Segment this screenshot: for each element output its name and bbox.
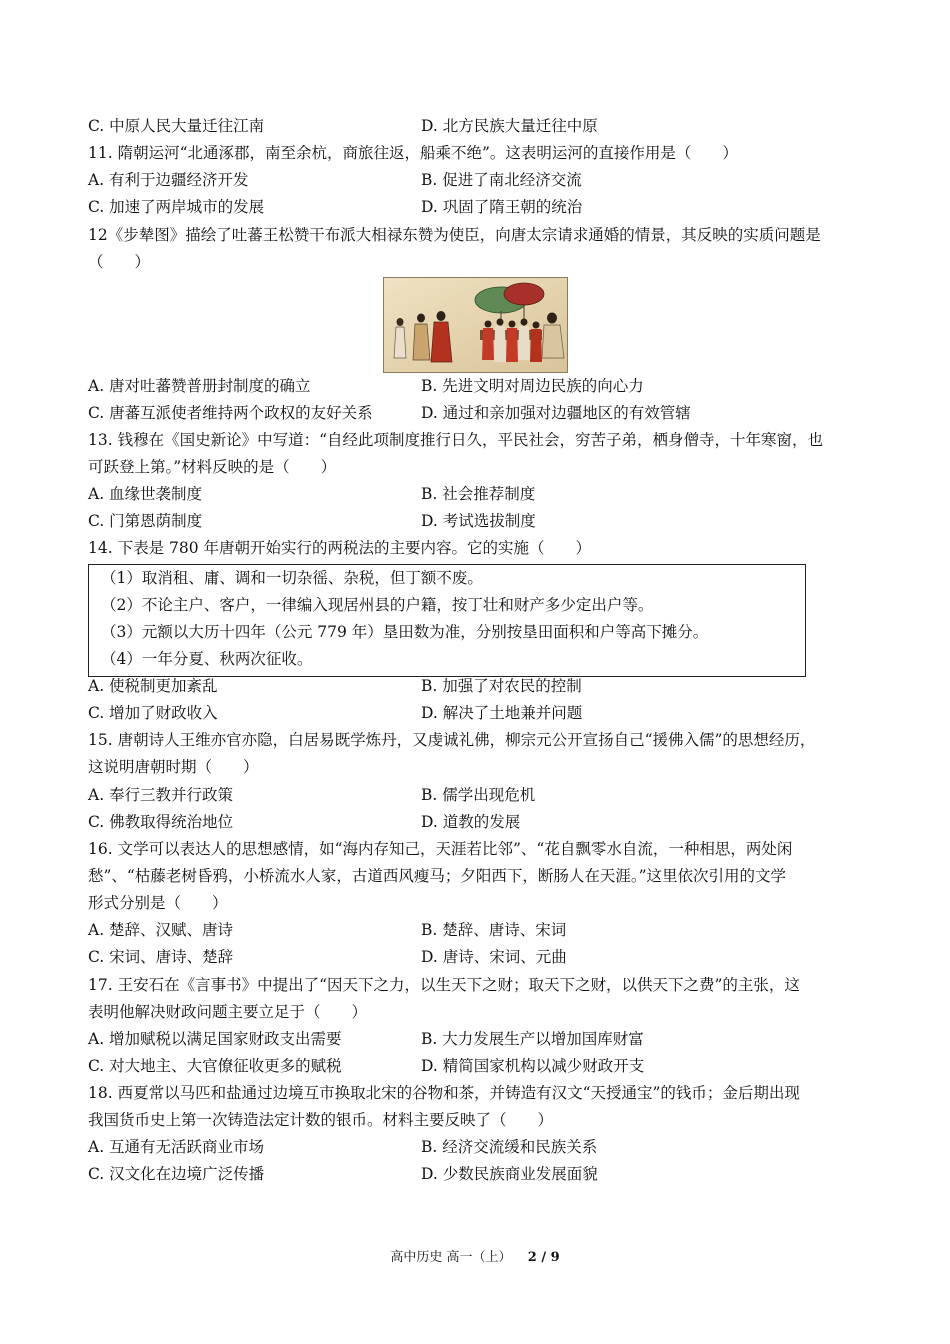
q13-option-d: D. 考试选拔制度: [421, 512, 536, 530]
q13-stem-line1: 13. 钱穆在《国史新论》中写道：“自经此项制度推行日久，平民社会，穷苦子弟，栖身僧寺，十年寒窗，也: [88, 431, 824, 449]
q12-stem-line2: （ ）: [88, 253, 151, 271]
q18-option-c: C. 汉文化在边境广泛传播: [88, 1165, 265, 1183]
q11-option-a: A. 有利于边疆经济开发: [88, 171, 249, 189]
q14-option-d: D. 解决了土地兼并问题: [421, 704, 583, 722]
q14-option-a: A. 使税制更加紊乱: [88, 677, 218, 695]
q14-box-item-2: （2）不论主户、客户，一律编入现居州县的户籍，按丁壮和财产多少定出户等。: [101, 596, 654, 614]
q11-option-b: B. 促进了南北经济交流: [421, 171, 582, 189]
q11-stem: 11. 隋朝运河“北通涿郡，南至余杭，商旅往返，船乘不绝”。这表明运河的直接作用是（ ）: [88, 144, 738, 162]
q14-box-item-4: （4）一年分夏、秋两次征收。: [101, 650, 313, 668]
q16-option-b: B. 楚辞、唐诗、宋词: [421, 921, 567, 939]
q13-option-b: B. 社会推荐制度: [421, 485, 536, 503]
q14-option-b: B. 加强了对农民的控制: [421, 677, 582, 695]
page-footer: [0, 1246, 950, 1265]
q15-option-b: B. 儒学出现危机: [421, 786, 536, 804]
q12-option-b: B. 先进文明对周边民族的向心力: [421, 377, 644, 395]
q13-stem-line2: 可跃登上第。”材料反映的是（ ）: [88, 458, 337, 476]
q16-stem-line3: 形式分别是（ ）: [88, 894, 228, 912]
q10-option-c: C. 中原人民大量迁往江南: [88, 117, 265, 135]
q18-option-a: A. 互通有无活跃商业市场: [88, 1138, 265, 1156]
q12-stem-line1: 12《步辇图》描绘了吐蕃王松赞干布派大相禄东赞为使臣，向唐太宗请求通婚的情景，其反映的实质问题是: [88, 226, 821, 244]
q18-option-d: D. 少数民族商业发展面貌: [421, 1165, 598, 1183]
q18-stem-line1: 18. 西夏常以马匹和盐通过边境互市换取北宋的谷物和茶，并铸造有汉文“天授通宝”的钱币；金后期出现: [88, 1084, 800, 1102]
q17-stem-line2: 表明他解决财政问题主要立足于（ ）: [88, 1003, 368, 1021]
q17-option-b: B. 大力发展生产以增加国库财富: [421, 1030, 644, 1048]
q14-box-item-1: （1）取消租、庸、调和一切杂徭、杂税，但丁额不废。: [101, 569, 483, 587]
q13-option-a: A. 血缘世袭制度: [88, 485, 203, 503]
q15-option-a: A. 奉行三教并行政策: [88, 786, 234, 804]
q12-option-c: C. 唐蕃互派使者维持两个政权的友好关系: [88, 404, 373, 422]
q14-option-c: C. 增加了财政收入: [88, 704, 218, 722]
bunian-tu-painting: [383, 277, 568, 373]
q15-option-d: D. 道教的发展: [421, 813, 521, 831]
q16-option-c: C. 宋词、唐诗、楚辞: [88, 948, 234, 966]
q16-option-a: A. 楚辞、汉赋、唐诗: [88, 921, 234, 939]
q17-option-c: C. 对大地主、大官僚征收更多的赋税: [88, 1057, 342, 1075]
q15-stem-line2: 这说明唐朝时期（ ）: [88, 758, 259, 776]
q16-stem-line2: 愁”、“枯藤老树昏鸦，小桥流水人家，古道西风瘦马；夕阳西下，断肠人在天涯。”这里依次引用的文学: [88, 867, 787, 885]
q15-option-c: C. 佛教取得统治地位: [88, 813, 234, 831]
q14-box-item-3: （3）元额以大历十四年（公元 779 年）垦田数为准，分别按垦田面积和户等高下摊分。: [101, 623, 709, 641]
footer-page-number: 2 / 9: [527, 1250, 560, 1265]
q16-option-d: D. 唐诗、宋词、元曲: [421, 948, 567, 966]
q12-option-d: D. 通过和亲加强对边疆地区的有效管辖: [421, 404, 691, 422]
q11-option-d: D. 巩固了隋王朝的统治: [421, 198, 583, 216]
q17-stem-line1: 17. 王安石在《言事书》中提出了“因天下之力，以生天下之财；取天下之财，以供天下之费”的主张，这: [88, 976, 800, 994]
q10-option-d: D. 北方民族大量迁往中原: [421, 117, 598, 135]
q18-stem-line2: 我国货币史上第一次铸造法定计数的银币。材料主要反映了（ ）: [88, 1111, 554, 1129]
q11-option-c: C. 加速了两岸城市的发展: [88, 198, 265, 216]
q15-stem-line1: 15. 唐朝诗人王维亦官亦隐，白居易既学炼丹，又虔诚礼佛，柳宗元公开宣扬自己“援佛入儒”的思想经历，: [88, 731, 816, 749]
footer-course: 高中历史 高一（上）: [390, 1250, 512, 1265]
q16-stem-line1: 16. 文学可以表达人的思想感情，如“海内存知己，天涯若比邻”、“花自飘零水自流，一种相思，两处闲: [88, 840, 793, 858]
q14-stem: 14. 下表是 780 年唐朝开始实行的两税法的主要内容。它的实施（ ）: [88, 539, 592, 557]
q13-option-c: C. 门第恩荫制度: [88, 512, 203, 530]
q17-option-a: A. 增加赋税以满足国家财政支出需要: [88, 1030, 342, 1048]
q17-option-d: D. 精简国家机构以减少财政开支: [421, 1057, 645, 1075]
q12-option-a: A. 唐对吐蕃赞普册封制度的确立: [88, 377, 311, 395]
q18-option-b: B. 经济交流缓和民族关系: [421, 1138, 598, 1156]
